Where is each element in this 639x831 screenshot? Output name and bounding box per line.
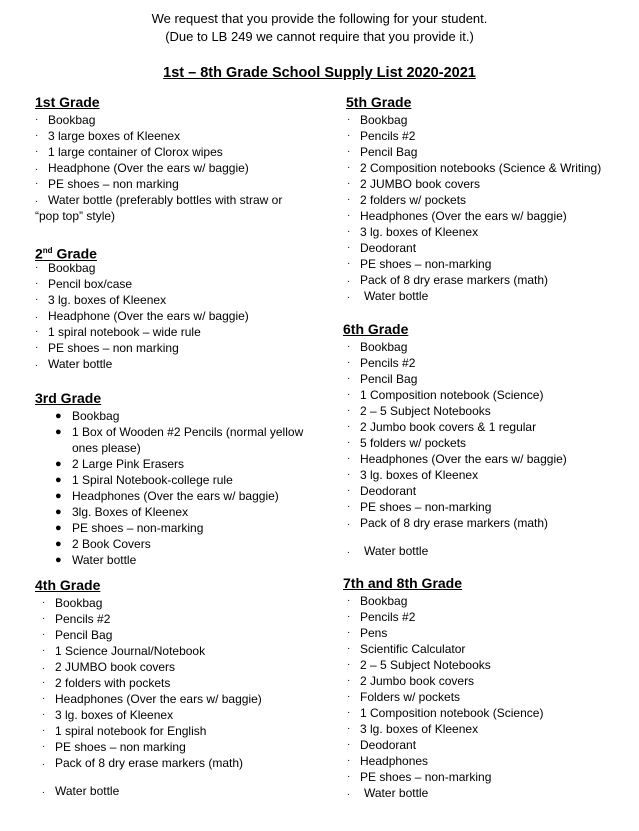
list-item: · PE shoes – non-marking [347,500,492,514]
list-item: . Water bottle [347,544,429,558]
list-item: · Deodorant [347,241,417,255]
list-item: · Bookbag [347,113,408,127]
grade-4-title: 4th Grade [35,577,101,593]
list-item: · Headphones (Over the ears w/ baggie) [347,452,567,466]
list-item: . Headphone (Over the ears w/ baggie) [35,161,249,175]
request-line-1: We request that you provide the following for your student. [151,11,488,26]
list-item: ● 1 Box of Wooden #2 Pencils (normal yellow ones please) [55,425,304,455]
list-item: · 2 JUMBO book covers [347,177,481,191]
page-title: 1st – 8th Grade School Supply List 2020-2021 [163,65,476,81]
list-item: · Pencil Bag [347,145,418,159]
grade-3-title: 3rd Grade [35,390,102,406]
list-item: . Headphone (Over the ears w/ baggie) [35,309,249,323]
list-item: ● PE shoes – non-marking [55,521,204,535]
list-item: · Bookbag [35,261,96,275]
list-item: . Pack of 8 dry erase markers (math) [42,756,244,770]
grade-2-title: 2nd Grade [35,245,97,262]
right-column [343,93,633,801]
list-item: · Bookbag [347,340,408,354]
grade-7-8-list [347,593,633,801]
grade-2-section [35,241,325,389]
list-item: · 1 spiral notebook – wide rule [35,325,201,339]
list-item: · Pencil Bag [347,372,418,386]
list-item: · Scientific Calculator [347,642,466,656]
list-item: · Pencils #2 [42,612,111,626]
list-item: ● Bookbag [55,409,120,423]
grade-5-section [343,93,633,320]
list-item: · 3 lg. boxes of Kleenex [347,722,479,736]
grade-6-section [343,320,633,574]
list-item: · Pencils #2 [347,610,416,624]
grade-6-title: 6th Grade [343,321,409,337]
list-item: . Water bottle (preferably bottles with straw or “pop top” style) [35,193,283,223]
list-item: · PE shoes – non-marking [347,770,492,784]
left-column [35,93,325,799]
list-item: · 1 large container of Clorox wipes [35,145,223,159]
list-item: · PE shoes – non marking [42,740,186,754]
grade-6-list [347,339,633,559]
list-item: ● Headphones (Over the ears w/ baggie) [55,489,279,503]
list-item: · 2 – 5 Subject Notebooks [347,658,491,672]
list-item: · 2 Composition notebooks (Science & Writing) [347,161,602,175]
list-item: · Pencil box/case [35,277,133,291]
grade-4-list [42,595,325,799]
request-line-2: (Due to LB 249 we cannot require that you provide it.) [165,29,474,44]
list-item: · Headphones (Over the ears w/ baggie) [42,692,262,706]
list-item: · Deodorant [347,484,417,498]
grade-3-list [35,408,325,568]
list-item: · 3 large boxes of Kleenex [35,129,181,143]
list-item: · 1 Composition notebook (Science) [347,388,544,402]
list-item: · Headphones (Over the ears w/ baggie) [347,209,567,223]
list-item: · 2 – 5 Subject Notebooks [347,404,491,418]
list-item: ● 2 Large Pink Erasers [55,457,185,471]
list-item: ● 3lg. Boxes of Kleenex [55,505,189,519]
list-item: . Water bottle [347,289,429,303]
list-item: · 3 lg. boxes of Kleenex [347,468,479,482]
grade-3-section [35,389,325,576]
list-item: ● Water bottle [55,553,137,567]
list-item: · Headphones [347,754,429,768]
list-item: · 1 Science Journal/Notebook [42,644,206,658]
list-item: . Water bottle [347,786,429,800]
list-item: · Pencils #2 [347,129,416,143]
list-item: · Folders w/ pockets [347,690,461,704]
grade-2-list [35,260,325,372]
list-item: . Pack of 8 dry erase markers (math) [347,273,549,287]
list-item: · PE shoes – non-marking [347,257,492,271]
list-item: . Water bottle [42,784,120,798]
list-item: · Pens [347,626,388,640]
list-item: . Water bottle [35,357,113,371]
list-item: · Bookbag [35,113,96,127]
list-item: · 5 folders w/ pockets [347,436,467,450]
list-item: . Pack of 8 dry erase markers (math) [347,516,549,530]
list-item: ● 1 Spiral Notebook-college rule [55,473,233,487]
list-item: · 1 spiral notebook for English [42,724,207,738]
grade-7-8-section [343,574,633,801]
grade-4-section [35,576,325,799]
list-item: · 3 lg. boxes of Kleenex [347,225,479,239]
request-header [0,10,639,46]
list-item: · Deodorant [347,738,417,752]
list-item: · Pencil Bag [42,628,113,642]
grade-1-section [35,93,325,241]
list-item: · 2 Jumbo book covers [347,674,475,688]
list-item: · Bookbag [42,596,103,610]
list-item: · 3 lg. boxes of Kleenex [42,708,174,722]
list-item: · Bookbag [347,594,408,608]
list-item: ● 2 Book Covers [55,537,151,551]
grade-5-title: 5th Grade [346,94,412,110]
grade-1-list [35,112,325,224]
list-item: · PE shoes – non marking [35,341,179,355]
list-item: . 2 JUMBO book covers [42,660,176,674]
list-item: · 1 Composition notebook (Science) [347,706,544,720]
list-item: · 2 Jumbo book covers & 1 regular [347,420,537,434]
list-item: · Pencils #2 [347,356,416,370]
list-item: · 3 lg. boxes of Kleenex [35,293,167,307]
list-item: · 2 folders with pockets [42,676,171,690]
list-item: · PE shoes – non marking [35,177,179,191]
grade-1-title: 1st Grade [35,94,100,110]
grade-5-list [347,112,633,304]
list-item: · 2 folders w/ pockets [347,193,467,207]
grade-7-8-title: 7th and 8th Grade [343,575,463,591]
